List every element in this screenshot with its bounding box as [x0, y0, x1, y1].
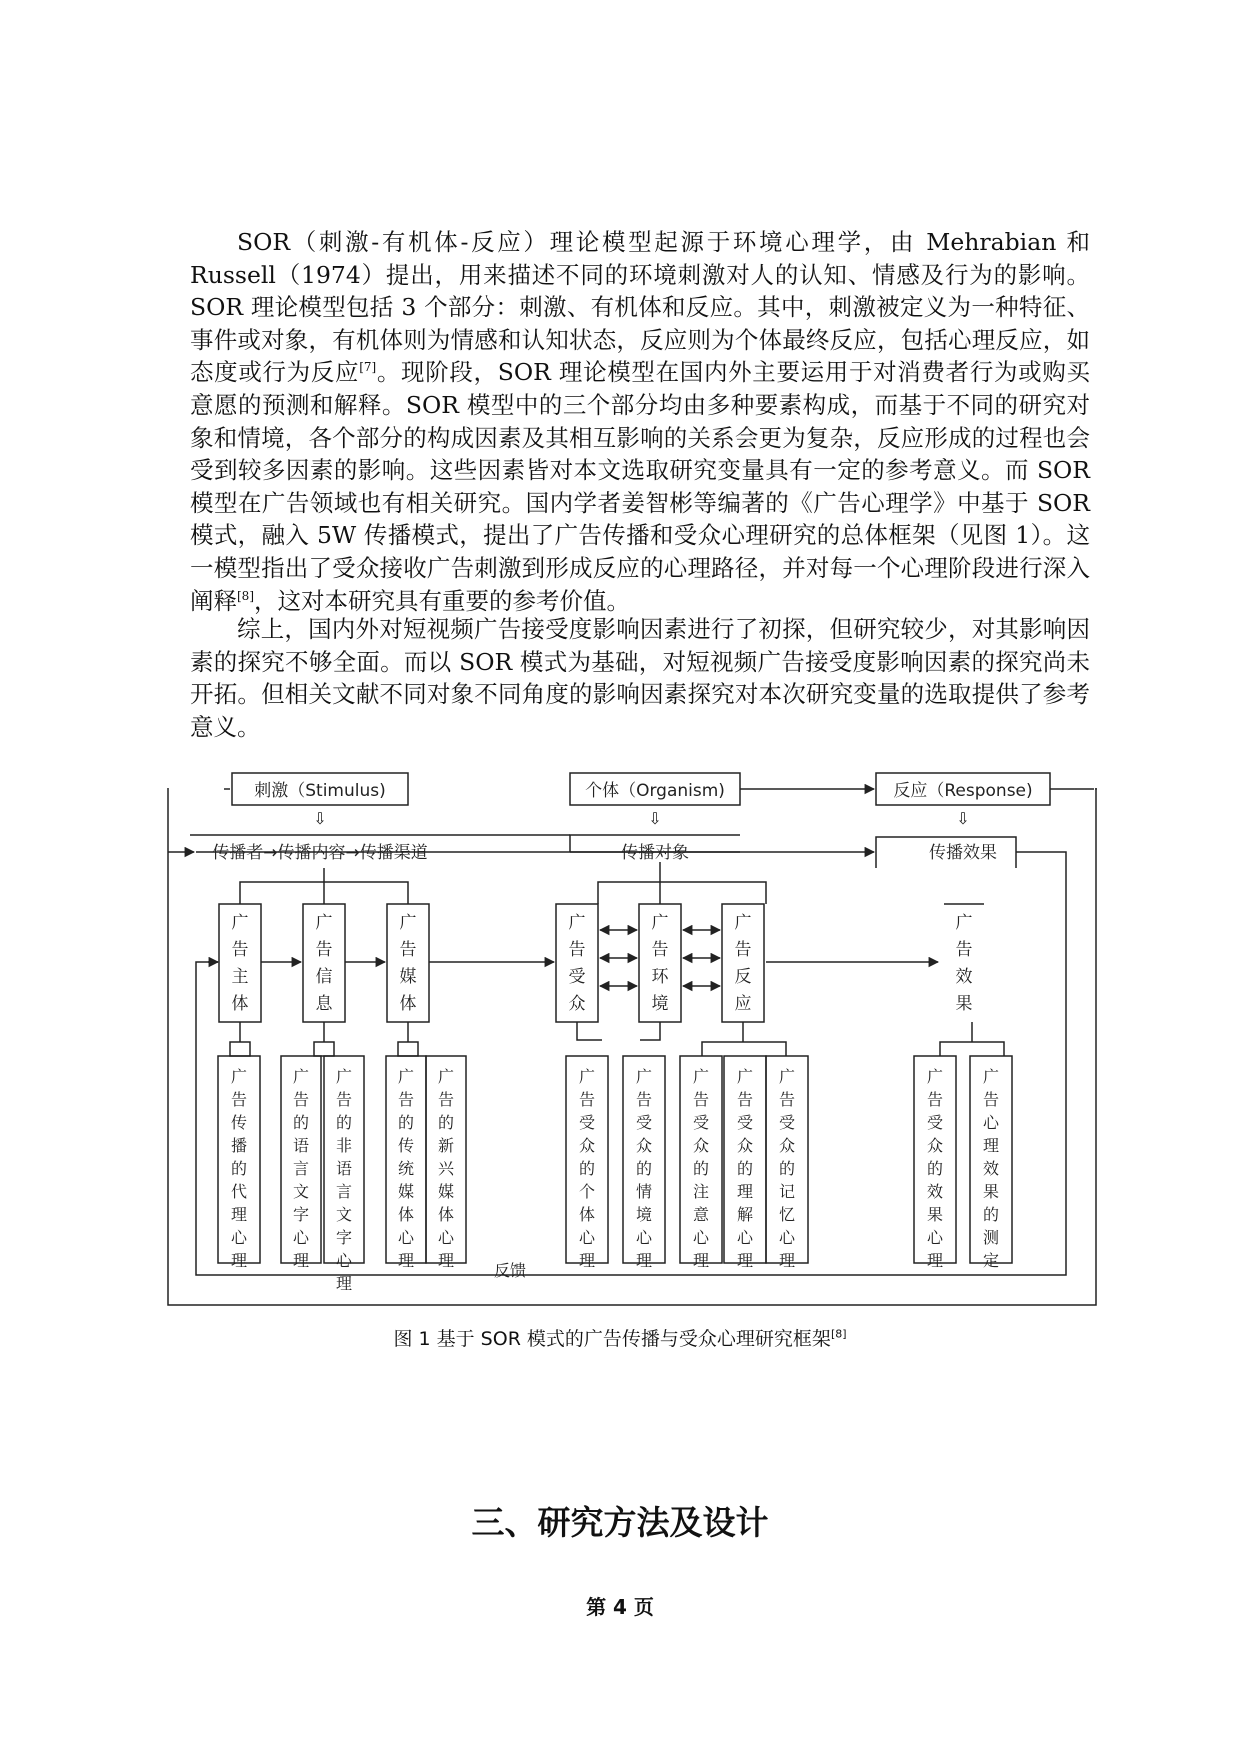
box-ad-subject: 广告主体 — [231, 913, 249, 1014]
box-psych-9: 广告受众的理解心理 — [736, 1067, 754, 1270]
box-psych-6: 广告受众的个体心理 — [578, 1067, 596, 1270]
row2-effect: 传播效果 — [929, 843, 997, 863]
box-ad-effect: 广告效果 — [955, 913, 973, 1014]
box-psych-4: 广告的传统媒体心理 — [397, 1067, 415, 1270]
box-ad-message: 广告信息 — [315, 913, 333, 1014]
feedback-label: 反馈 — [493, 1261, 527, 1280]
citation-7: [7] — [359, 360, 377, 375]
box-psych-1: 广告传播的代理心理 — [230, 1067, 248, 1270]
page-number: 第 4 页 — [586, 1595, 654, 1619]
box-psych-5: 广告的新兴媒体心理 — [437, 1067, 455, 1270]
paragraph-1: SOR（刺激-有机体-反应）理论模型起源于环境心理学，由 Mehrabian 和 Russell（1974）提出，用来描述不同的环境刺激对人的认知、情感及行为的影响。SOR 理论模型包括 3 个部分：刺激、有机体和反应。其中，刺激被定义为一种特征、事件或对象，有机体则为情感和认知状态，反应则为个体最终反应，包括心理反应，如态度或行为反应[7]。现阶段，SOR 理论模型在国内外主要运用于对消费者行为或购买意愿的预测和解释。SOR 模型中的三个部分均由多种要素构成，而基于不同的研究对象和情境，各个部分的构成因素及其相互影响的关系会更为复杂，反应形成的过程也会受到较多因素的影响。这些因素皆对本文选取研究变量具有一定的参考意义。而 SOR 模型在广告领域也有相关研究。国内学者姜智彬等编著的《广告心理学》中基于 SOR 模式，融入 5W 传播模式，提出了广告传播和受众心理研究的总体框架（见图 1）。这一模型指出了受众接收广告刺激到形成反应的心理路径，并对每一个心理阶段进行深入阐释[8]，这对本研究具有重要的参考价值。 — [190, 228, 1091, 615]
header-stimulus: 刺激（Stimulus) — [254, 781, 386, 801]
section-title: 三、研究方法及设计 — [471, 1503, 769, 1542]
box-ad-audience: 广告受众 — [568, 913, 586, 1014]
box-ad-response: 广告反应 — [734, 913, 752, 1014]
box-psych-11: 广告受众的效果心理 — [926, 1067, 944, 1270]
citation-8: [8] — [237, 588, 254, 603]
box-psych-8: 广告受众的注意心理 — [692, 1067, 710, 1270]
header-response: 反应（Response) — [893, 781, 1033, 801]
down-arrow-2: ⇩ — [648, 809, 662, 828]
down-arrow-3: ⇩ — [956, 809, 970, 828]
box-psych-10: 广告受众的记忆心理 — [778, 1067, 796, 1270]
box-ad-media: 广告媒体 — [399, 913, 417, 1014]
figure-caption: 图 1 基于 SOR 模式的广告传播与受众心理研究框架[8] — [393, 1327, 847, 1350]
caption-citation: [8] — [830, 1327, 847, 1341]
paragraph-2: 综上，国内外对短视频广告接受度影响因素进行了初探，但研究较少，对其影响因素的探究不够全面。而以 SOR 模式为基础，对短视频广告接受度影响因素的探究尚未开拓。但相关文献不同对象不同角度的影响因素探究对本次研究变量的选取提供了参考意义。 — [190, 615, 1090, 741]
box-psych-2: 广告的语言文字心理 — [292, 1067, 310, 1270]
row2-sender-channel: 传播者→传播内容→传播渠道 — [212, 843, 428, 863]
header-organism: 个体（Organism) — [585, 781, 725, 801]
box-psych-7: 广告受众的情境心理 — [635, 1067, 653, 1270]
box-psych-12: 广告心理效果的测定 — [982, 1067, 1000, 1270]
down-arrow-1: ⇩ — [313, 809, 327, 828]
box-psych-3: 广告的非语言文字心理 — [335, 1067, 353, 1293]
row2-audience: 传播对象 — [621, 843, 689, 863]
box-ad-environment: 广告环境 — [651, 913, 669, 1014]
